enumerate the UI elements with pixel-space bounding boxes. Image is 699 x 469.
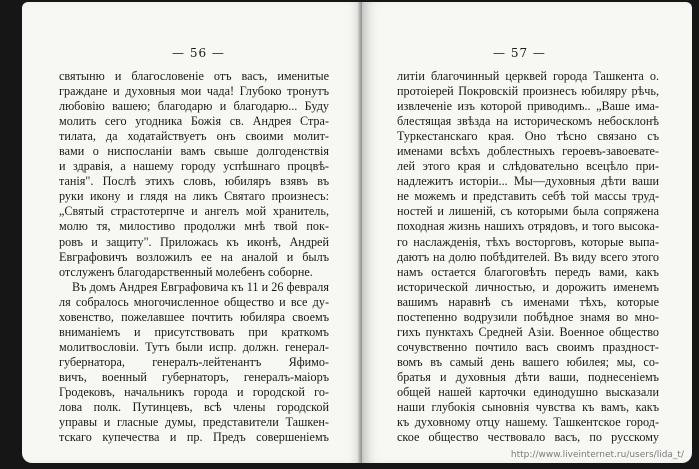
- text-line: надлежитъ исторіи... Мы—духовныя дѣти ваши: [397, 174, 659, 189]
- text-line: протоіерей Покровскій произнесъ юбиляру рѣчь,: [397, 84, 659, 99]
- text-line: Гродековъ, начальникъ города и городской го-: [59, 384, 329, 399]
- text-line: лова полк. Путинцевъ, всѣ члены городской: [59, 400, 329, 415]
- text-line: „Святый страстотерпче и ангелъ мой хранитель,: [59, 204, 329, 219]
- text-line: Въ домъ Андрея Евграфовича къ 11 и 26 февраля: [72, 279, 329, 294]
- text-line: танія". Послѣ этихъ словъ, юбиляръ взявъ въ: [59, 174, 329, 189]
- text-line: наши глубокія сыновнія чувства къ вамъ, какъ: [397, 400, 659, 415]
- text-line: го наслажденія, тѣхъ восторговъ, которые выпа-: [397, 234, 659, 249]
- text-line: ховенство, пожелавшее почтить юбиляра своемъ: [59, 309, 329, 324]
- text-line: даютъ на долю побѣдителей. Въ виду всего этого: [397, 249, 659, 264]
- text-line: гихъ пунктахъ Средней Азіи. Военное общество: [397, 324, 659, 339]
- text-line: вашимъ наравнѣ съ именами тѣхъ, которые: [397, 294, 659, 309]
- text-line: блестящая звѣзда на историческомъ небосклонѣ: [397, 114, 659, 129]
- page-number-right: — 57 —: [493, 46, 546, 60]
- text-line: святыню и благословеніе отъ васъ, именитые: [59, 69, 329, 83]
- text-line: лей этого края и слѣдовательно всецѣло при-: [397, 159, 659, 174]
- text-line: любовію вашею; благодарю и благодарю... Буду: [59, 99, 329, 114]
- text-line: отслуженъ благодарственный молебенъ соборне.: [59, 264, 313, 279]
- text-line: вниманіемъ и присутствовать при краткомъ: [59, 324, 329, 339]
- right-page: [362, 2, 692, 463]
- text-line: вами о ниспосланіи вамъ свыше долгоденствія: [59, 144, 329, 159]
- text-line: именами всѣхъ доблестныхъ героевъ-завоевате-: [397, 144, 659, 159]
- text-line: исторической личностью, и дорожить именемъ: [397, 279, 659, 294]
- text-line: молю тя, милостиво продолжи мнѣ твой пок-: [59, 219, 329, 234]
- text-line: не можемъ и представить себѣ той массы труд-: [397, 189, 659, 204]
- text-line: молить сего угодника Божія св. Андрея Стра-: [59, 114, 329, 129]
- page-number-left: — 56 —: [172, 46, 225, 60]
- text-line: Туркестанскаго края. Оно тѣсно связано съ: [397, 129, 659, 144]
- text-line: граждане и духовныя мои чада! Глубоко тронутъ: [59, 84, 329, 99]
- left-page-text: [59, 69, 329, 445]
- text-line: общей нашей карточки единодушно высказали: [397, 384, 659, 399]
- left-page: [22, 2, 362, 463]
- text-line: литіи благочинный церквей города Ташкента о.: [397, 69, 659, 83]
- right-page-text: [397, 69, 659, 445]
- text-line: вомъ въ самый день вашего юбилея; мы, со-: [397, 354, 659, 369]
- text-line: извлеченіе изъ которой приводимъ.. „Ваше има-: [397, 99, 659, 114]
- text-line: молитвословіи. Тутъ были испр. должн. генерал-: [59, 339, 329, 354]
- text-line: ля собралось многочисленное общество и все ду-: [59, 294, 329, 309]
- text-line: руки икону и глядя на ликъ Святаго произнесъ:: [59, 189, 329, 204]
- text-line: ностей и лишеній, съ которыми была сопряжена: [397, 204, 659, 219]
- text-line: тилата, да ходатайствуетъ онъ своими молит-: [59, 129, 329, 144]
- text-line: къ духовному отцу нашему. Ташкентское город-: [397, 415, 659, 430]
- text-line: управы и гласные думы, представители Ташкен-: [59, 415, 329, 430]
- text-line: намъ остается благоговѣть передъ вами, какъ: [397, 264, 659, 279]
- text-line: сочувственно почтило васъ своимъ праздност-: [397, 339, 659, 354]
- text-line: постепенно водрузили побѣдное знамя во мно-: [397, 309, 659, 324]
- watermark-url: http://www.liveinternet.ru/users/lida_t/: [510, 450, 684, 460]
- text-line: ровъ и защиту". Приложась къ иконѣ, Андрей: [59, 234, 329, 249]
- text-line: братья и духовныя дѣти ваши, поднесеніемъ: [397, 369, 659, 384]
- text-line: и здравія, а нашему городу успѣшнаго процвѣ-: [59, 159, 329, 174]
- text-line: вичъ, военный губернаторъ, генералъ-маіоръ: [59, 369, 329, 384]
- text-line: губернатора, генералъ-лейтенантъ Яфимо-: [59, 354, 329, 369]
- text-line: походная жизнь нашихъ отрядовъ, и того высока-: [397, 219, 659, 234]
- text-line: ское общество чествовало васъ, по русскому: [397, 430, 659, 445]
- text-line: Евграфовичъ возложилъ ее на аналой и былъ: [59, 249, 329, 264]
- text-line: тскаго купечества и пр. Предъ совершеніемъ: [59, 430, 329, 445]
